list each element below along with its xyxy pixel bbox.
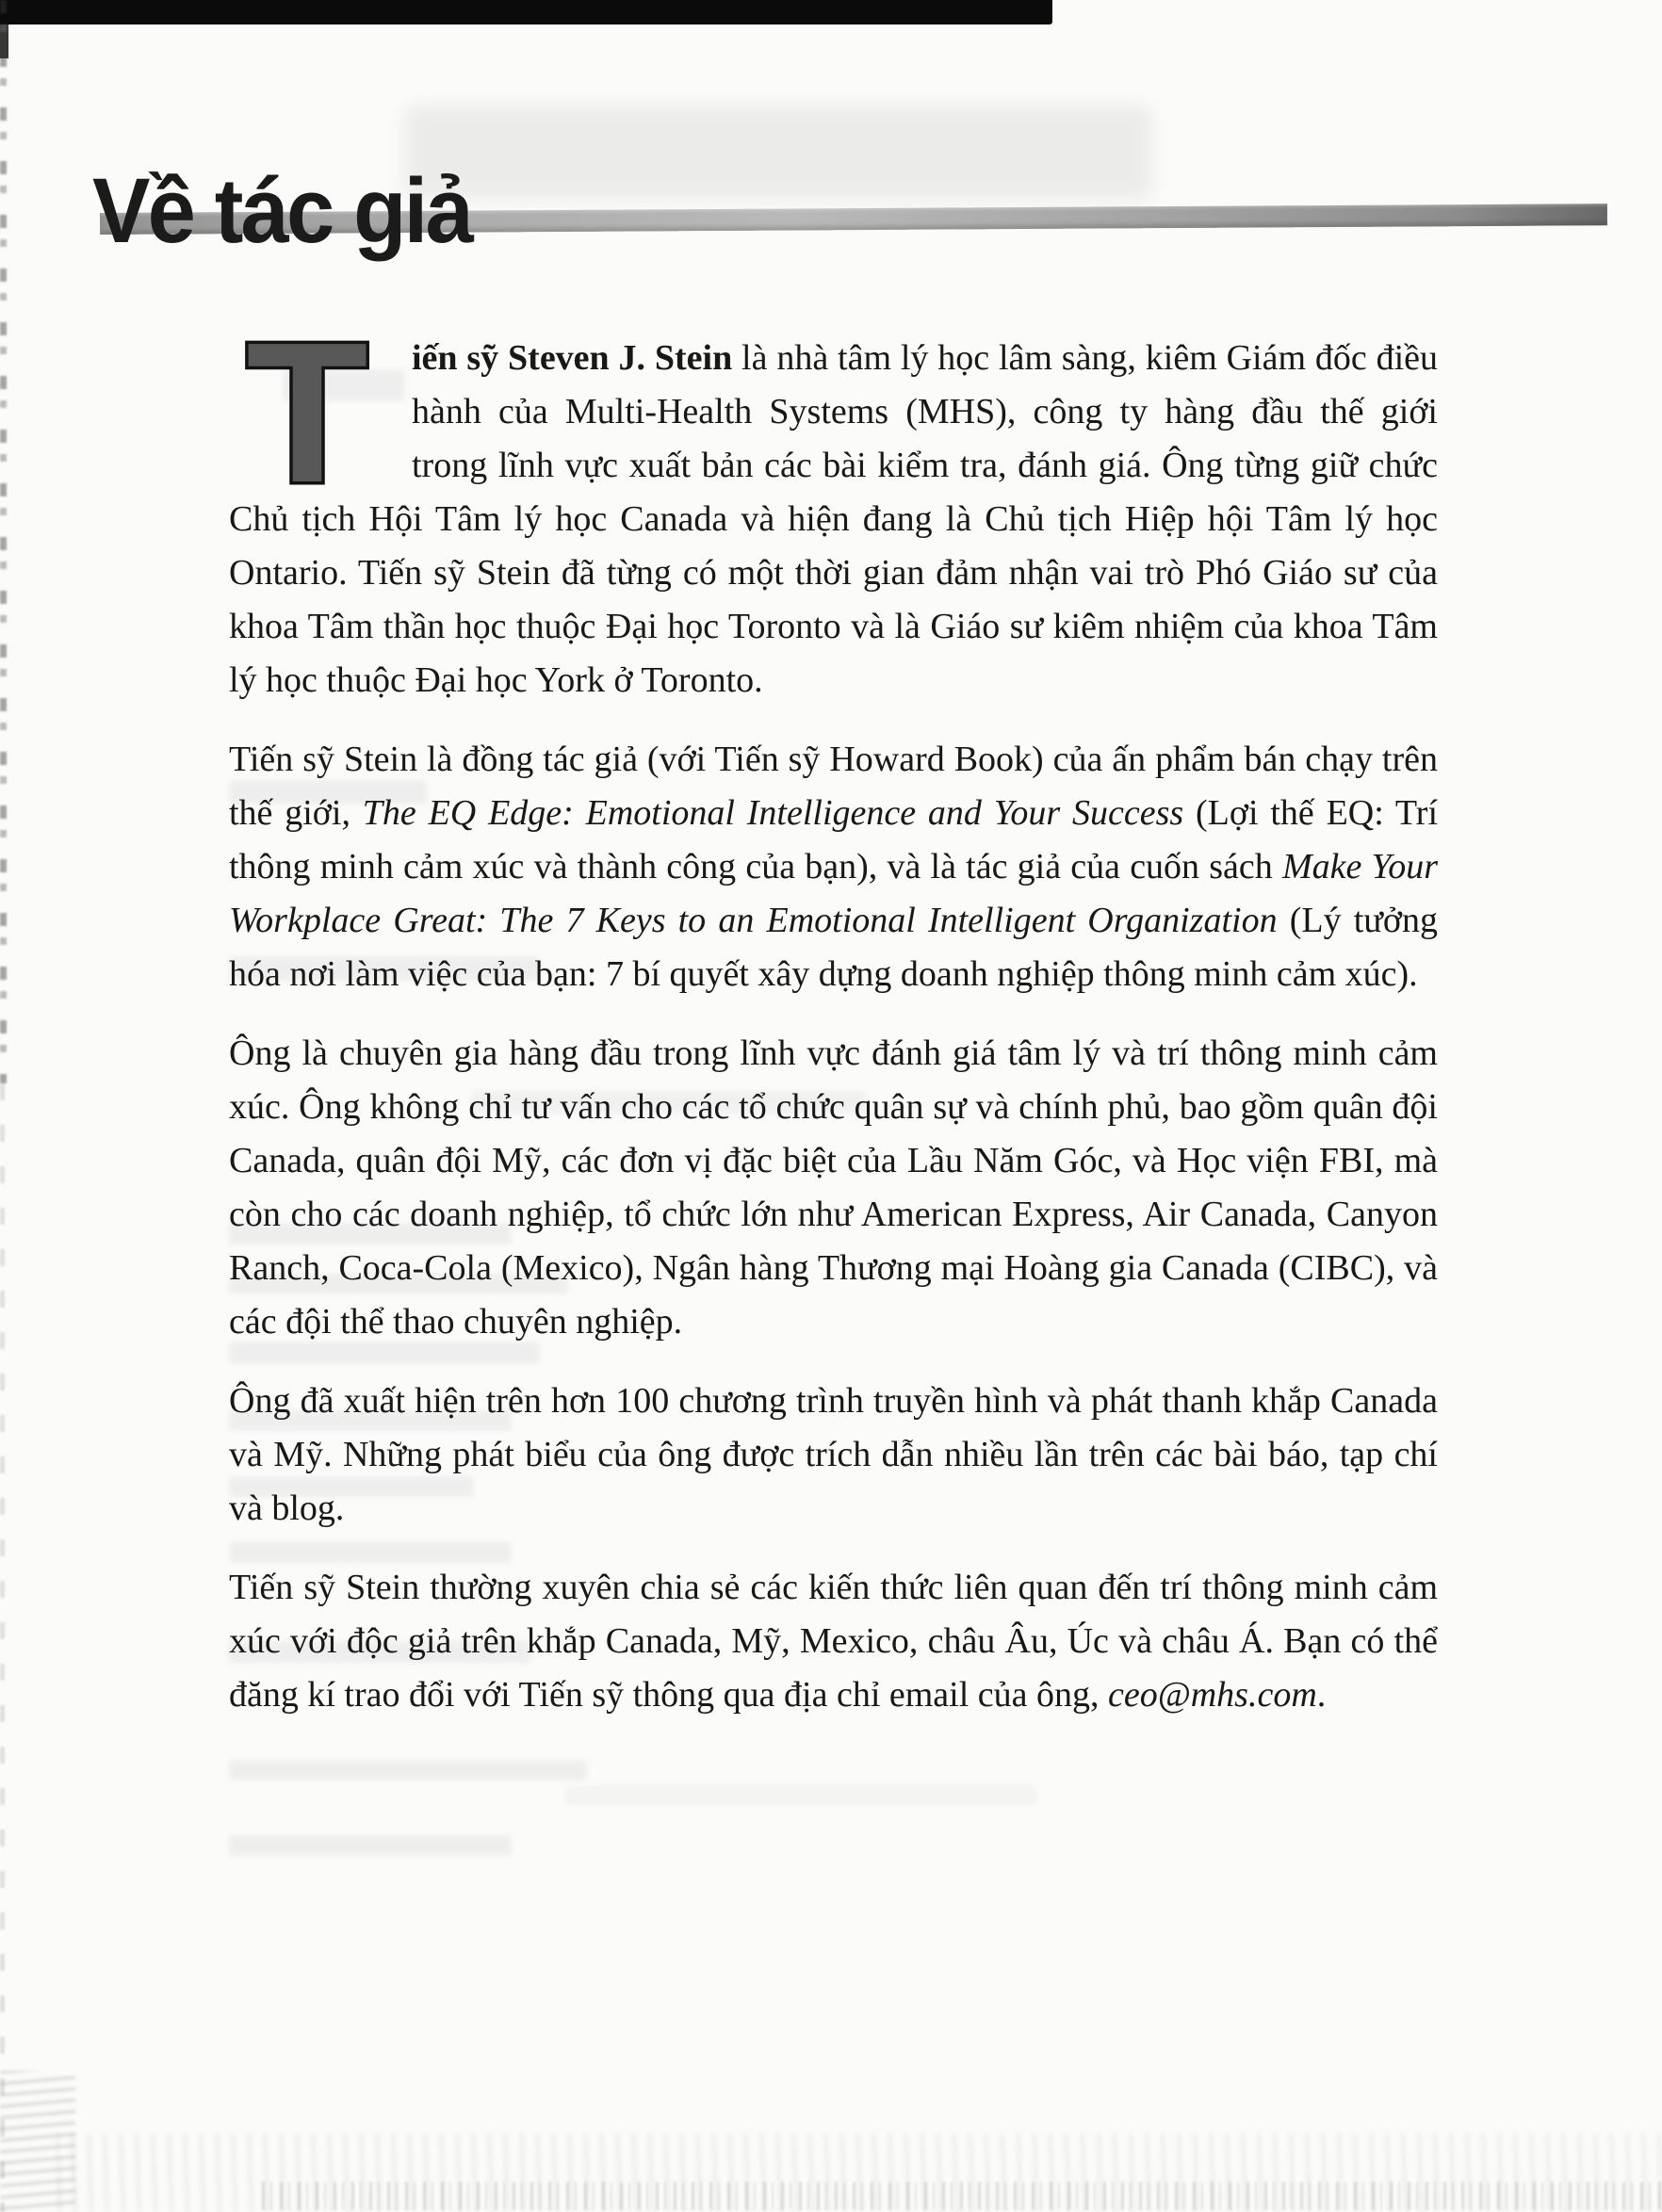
body-paragraph bbox=[229, 1561, 1438, 1722]
page-title: Về tác giả bbox=[92, 158, 471, 262]
text-run: (Lợi thế EQ: Trí thông minh cảm xúc và thành công của bạn), và là tác giả của cuốn sách bbox=[229, 793, 1439, 886]
text-run: Make Your Workplace Great: The 7 Keys to an Emotional Intelligent Organization bbox=[229, 847, 1438, 940]
body-paragraph bbox=[229, 733, 1438, 1001]
text-run: Ông là chuyên gia hàng đầu trong lĩnh vực đánh giá tâm lý và trí thông minh cảm xúc. Ông không chỉ tư vấn cho các tổ chức quân sự và chính phủ, bao gồm quân đội Canada, quân đội Mỹ, các đơn vị đặc biệt của Lầu Năm Góc, và Học viện FBI, mà còn cho các doanh nghiệp, tổ chức lớn như American Express, Air Canada, Canyon Ranch, Coca-Cola (Mexico), Ngân hàng Thương mại Hoàng gia Canada (CIBC), và các đội thể thao chuyên nghiệp. bbox=[229, 1033, 1438, 1342]
text-run: The EQ Edge: Emotional Intelligence and Your Success bbox=[362, 793, 1184, 833]
body-text bbox=[229, 332, 1438, 1748]
text-run: Tiến sỹ Stein thường xuyên chia sẻ các kiến thức liên quan đến trí thông minh cảm xúc với độc giả trên khắp Canada, Mỹ, Mexico, châu Âu, Úc và châu Á. Bạn có thể đăng kí trao đổi với Tiến sỹ thông qua địa chỉ email của ông, bbox=[229, 1568, 1438, 1715]
body-paragraph bbox=[229, 1374, 1438, 1536]
bleedthrough-smudge bbox=[565, 1786, 1036, 1805]
drop-cap-letter bbox=[236, 337, 378, 488]
body-paragraph bbox=[229, 332, 1438, 708]
bleedthrough-smudge bbox=[229, 1760, 587, 1781]
scan-left-edge-noise bbox=[0, 1083, 5, 2212]
body-paragraph bbox=[229, 1027, 1438, 1349]
scanner-top-edge-bar bbox=[0, 0, 1052, 24]
text-run: iến sỹ Steven J. Stein bbox=[412, 338, 733, 378]
text-run: Ông đã xuất hiện trên hơn 100 chương trình truyền hình và phát thanh khắp Canada và Mỹ. Những phát biểu của ông được trích dẫn nhiều lần trên các bài báo, tạp chí và blog. bbox=[229, 1381, 1438, 1528]
text-run: (Lý tưởng hóa nơi làm việc của bạn: 7 bí quyết xây dựng doanh nghiệp thông minh cảm xúc). bbox=[229, 901, 1438, 994]
text-run: Tiến sỹ Stein là đồng tác giả (với Tiến sỹ Howard Book) của ấn phẩm bán chạy trên thế giới, bbox=[229, 740, 1438, 833]
text-run: . bbox=[1316, 1675, 1327, 1715]
text-run: là nhà tâm lý học lâm sàng, kiêm Giám đốc điều hành của Multi-Health Systems (MHS), công ty hàng đầu thế giới trong lĩnh vực xuất bản các bài kiểm tra, đánh giá. Ông từng giữ chức Chủ tịch Hội Tâm lý học Canada và hiện đang là Chủ tịch Hiệp hội Tâm lý học Ontario. Tiến sỹ Stein đã từng có một thời gian đảm nhận vai trò Phó Giáo sư của khoa Tâm thần học thuộc Đại học Toronto và là Giáo sư kiêm nhiệm của khoa Tâm lý học thuộc Đại học York ở Toronto. bbox=[229, 338, 1438, 700]
scan-bottom-noise bbox=[57, 2133, 1662, 2212]
bleedthrough-smudge bbox=[229, 1835, 512, 1856]
scan-corner-speckle bbox=[0, 2071, 75, 2212]
text-run: ceo@mhs.com bbox=[1108, 1675, 1317, 1715]
bleedthrough-ghost-title bbox=[405, 106, 1151, 200]
svg-text:T: T bbox=[246, 337, 368, 488]
scan-left-edge-noise bbox=[0, 0, 7, 1083]
